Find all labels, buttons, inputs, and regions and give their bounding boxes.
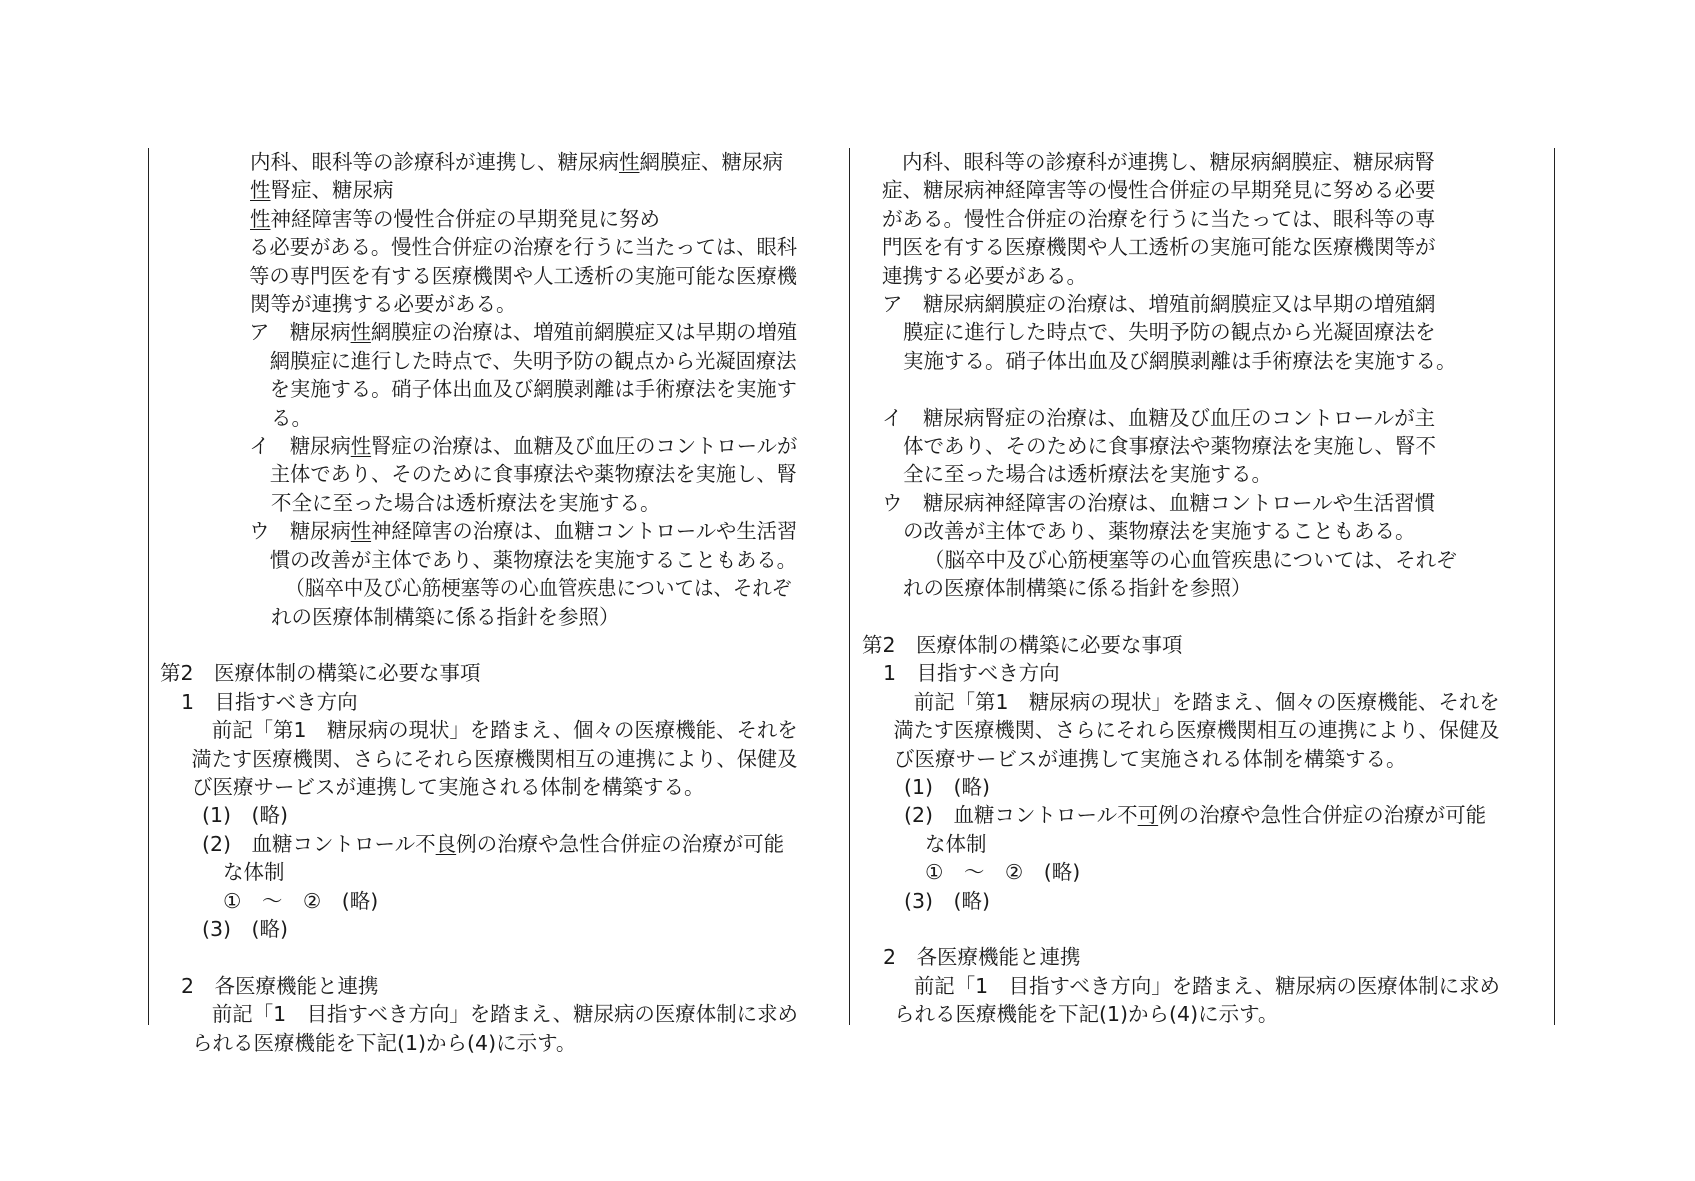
text-line [862, 716, 1500, 744]
text-line [160, 773, 798, 801]
text-line [160, 489, 798, 517]
text-line [862, 688, 1500, 716]
line-text: る。 [271, 405, 312, 430]
line-text: な体制 [223, 860, 285, 885]
text-line [160, 830, 798, 858]
text-line [160, 1029, 798, 1057]
line-text: び医療サービスが連携して実施される体制を構築する。 [192, 774, 705, 799]
line-text: 体であり、そのために食事療法や薬物療法を実施し、腎不 [903, 434, 1436, 459]
line-text: 満たす医療機関、さらにそれら医療機関相互の連携により、保健及 [893, 718, 1500, 743]
text-line [160, 915, 798, 943]
text-line [160, 205, 798, 233]
text-line [160, 1000, 796, 1028]
line-text: る必要がある。慢性合併症の治療を行うに当たっては、眼科 [249, 235, 798, 260]
line-text: (1) (略) [202, 803, 289, 828]
line-text: 1 目指すべき方向 [883, 661, 1060, 686]
underlined-change-text: 性 [619, 150, 640, 174]
line-text: 2 各医療機能と連携 [181, 973, 379, 998]
text-line [160, 290, 798, 318]
line-text-continued: 腎症の治療は、血糖及び血圧のコントロールが [371, 434, 798, 459]
underlined-change-text: 良 [435, 831, 457, 856]
line-text: がある。慢性合併症の治療を行うに当たっては、眼科等の専 [882, 206, 1436, 231]
text-line [160, 745, 798, 773]
text-line [862, 432, 1500, 460]
line-text-continued: 網膜症の治療は、増殖前網膜症又は早期の増殖 [370, 320, 798, 345]
line-text: ウ 糖尿病神経障害の治療は、血糖コントロールや生活習慣 [882, 490, 1436, 515]
line-text: (2) 血糖コントロール不 [904, 803, 1138, 828]
line-text: 1 目指すべき方向 [181, 689, 358, 714]
text-line [862, 290, 1500, 318]
line-text: 関等が連携する必要がある。 [250, 292, 517, 317]
line-text: 満たす医療機関、さらにそれら医療機関相互の連携により、保健及 [191, 746, 798, 771]
text-line [862, 148, 1500, 176]
center-divider-line [849, 148, 850, 1025]
text-line [160, 318, 798, 346]
text-line [160, 432, 798, 460]
line-text: 前記「1 目指すべき方向」を踏まえ、糖尿病の医療体制に求め [913, 973, 1500, 998]
text-line [862, 262, 1500, 290]
text-line [862, 659, 1500, 687]
line-text: (3) (略) [904, 888, 991, 913]
text-line [862, 205, 1500, 233]
underlined-change-text: 性 [350, 434, 372, 459]
line-text: (1) (略) [904, 774, 991, 799]
text-line [862, 574, 1500, 602]
line-text: 症、糖尿病神経障害等の慢性合併症の早期発見に努める必要 [882, 178, 1436, 203]
text-line [862, 745, 1500, 773]
underlined-change-text: 性 [350, 519, 372, 544]
line-text: 慣の改善が主体であり、薬物療法を実施することもある。 [269, 547, 797, 572]
line-text: ウ 糖尿病 [249, 519, 351, 544]
text-line [160, 404, 798, 432]
line-text: 主体であり、そのために食事療法や薬物療法を実施し、腎 [269, 462, 797, 487]
text-line [160, 546, 797, 574]
text-line [160, 375, 797, 403]
line-text: イ 糖尿病 [249, 434, 351, 459]
line-text: 第2 医療体制の構築に必要な事項 [862, 632, 1183, 657]
line-text-continued: 神経障害の治療は、血糖コントロールや生活習 [371, 519, 798, 544]
text-line [862, 858, 1500, 886]
line-text-continued: 例の治療や急性合併症の治療が可能 [456, 831, 785, 856]
line-text: （脳卒中及び心筋梗塞等の心血管疾患については、それぞ [924, 547, 1457, 572]
line-text: れの医療体制構築に係る指針を参照） [903, 576, 1252, 601]
line-text: ① ～ ② (略) [223, 888, 379, 913]
underlined-change-text: 性 [250, 178, 271, 203]
blank-line [160, 631, 798, 659]
text-line [862, 1000, 1500, 1028]
text-line [862, 347, 1500, 375]
line-text-continued: 例の治療や急性合併症の治療が可能 [1158, 803, 1487, 828]
text-line [862, 546, 1500, 574]
line-text: 前記「第1 糖尿病の現状」を踏まえ、個々の医療機能、それを [211, 718, 798, 743]
text-line [862, 887, 1500, 915]
underlined-change-text: 性 [250, 206, 271, 231]
line-text: 門医を有する医療機関や人工透析の実施可能な医療機関等が [882, 235, 1436, 260]
blank-line [862, 602, 1500, 630]
line-text: (2) 血糖コントロール不 [202, 831, 436, 856]
line-text: 等の専門医を有する医療機関や人工透析の実施可能な医療機 [249, 263, 798, 288]
underlined-change-text: 可 [1137, 803, 1159, 828]
line-text: を実施する。硝子体出血及び網膜剥離は手術療法を実施す [269, 377, 797, 402]
text-line [160, 801, 798, 829]
line-text: 連携する必要がある。 [882, 263, 1087, 288]
text-line [160, 347, 797, 375]
left-border-line [148, 148, 149, 1025]
text-line [160, 688, 798, 716]
text-line [862, 318, 1500, 346]
text-line [862, 943, 1500, 971]
text-line [160, 972, 798, 1000]
line-text: イ 糖尿病腎症の治療は、血糖及び血圧のコントロールが主 [882, 405, 1436, 430]
line-text: られる医療機能を下記(1)から(4)に示す。 [192, 1030, 577, 1055]
text-line [160, 517, 798, 545]
line-text-continued: 網膜症、糖尿病 [639, 150, 783, 174]
line-text: 全に至った場合は透析療法を実施する。 [903, 462, 1272, 487]
line-text: び医療サービスが連携して実施される体制を構築する。 [894, 746, 1407, 771]
text-line [160, 887, 798, 915]
text-line [862, 460, 1500, 488]
text-line [160, 176, 798, 204]
underlined-change-text: 性 [350, 320, 371, 345]
text-line [862, 233, 1500, 261]
line-text: れの医療体制構築に係る指針を参照） [271, 604, 620, 629]
line-text: 内科、眼科等の診療科が連携し、糖尿病網膜症、糖尿病腎 [902, 150, 1435, 174]
text-line [862, 517, 1500, 545]
line-text-continued: 腎症、糖尿病 [270, 178, 394, 203]
line-text: ① ～ ② (略) [925, 860, 1081, 885]
line-text: 第2 医療体制の構築に必要な事項 [160, 661, 481, 686]
line-text: 実施する。硝子体出血及び網膜剥離は手術療法を実施する。 [903, 348, 1457, 373]
line-text: ア 糖尿病網膜症の治療は、増殖前網膜症又は早期の増殖網 [882, 292, 1436, 317]
text-line [160, 148, 798, 176]
left-column-revised-text [160, 148, 798, 1057]
text-line [160, 233, 798, 261]
line-text: 2 各医療機能と連携 [883, 945, 1081, 970]
text-line [160, 659, 798, 687]
text-line [160, 858, 798, 886]
text-line [160, 603, 798, 631]
line-text: 膜症に進行した時点で、失明予防の観点から光凝固療法を [903, 320, 1436, 345]
text-line [160, 716, 798, 744]
text-line [862, 801, 1500, 829]
blank-line [862, 915, 1500, 943]
line-text: 前記「第1 糖尿病の現状」を踏まえ、個々の医療機能、それを [913, 689, 1500, 714]
text-line [862, 404, 1500, 432]
line-text: 内科、眼科等の診療科が連携し、糖尿病 [250, 150, 619, 174]
line-text: な体制 [925, 831, 987, 856]
line-text: の改善が主体であり、薬物療法を実施することもある。 [903, 519, 1416, 544]
blank-line [160, 943, 798, 971]
right-border-line [1554, 148, 1555, 1025]
text-line [160, 460, 797, 488]
line-text-continued: 神経障害等の慢性合併症の早期発見に努め [270, 206, 660, 231]
blank-line [862, 375, 1500, 403]
line-text: (3) (略) [202, 916, 289, 941]
line-text: 網膜症に進行した時点で、失明予防の観点から光凝固療法 [269, 348, 797, 373]
text-line [160, 262, 798, 290]
line-text: られる医療機能を下記(1)から(4)に示す。 [894, 1002, 1279, 1027]
text-line [160, 574, 792, 602]
text-line [862, 489, 1500, 517]
text-line [862, 773, 1500, 801]
line-text: （脳卒中及び心筋梗塞等の心血管疾患については、それぞ [285, 576, 792, 601]
line-text: 前記「1 目指すべき方向」を踏まえ、糖尿病の医療体制に求め [211, 1002, 798, 1027]
text-line [862, 972, 1498, 1000]
text-line [862, 176, 1500, 204]
text-line [862, 631, 1500, 659]
line-text: 不全に至った場合は透析療法を実施する。 [271, 490, 661, 515]
text-line [862, 830, 1500, 858]
right-column-current-text [862, 148, 1500, 1029]
line-text: ア 糖尿病 [249, 320, 351, 345]
